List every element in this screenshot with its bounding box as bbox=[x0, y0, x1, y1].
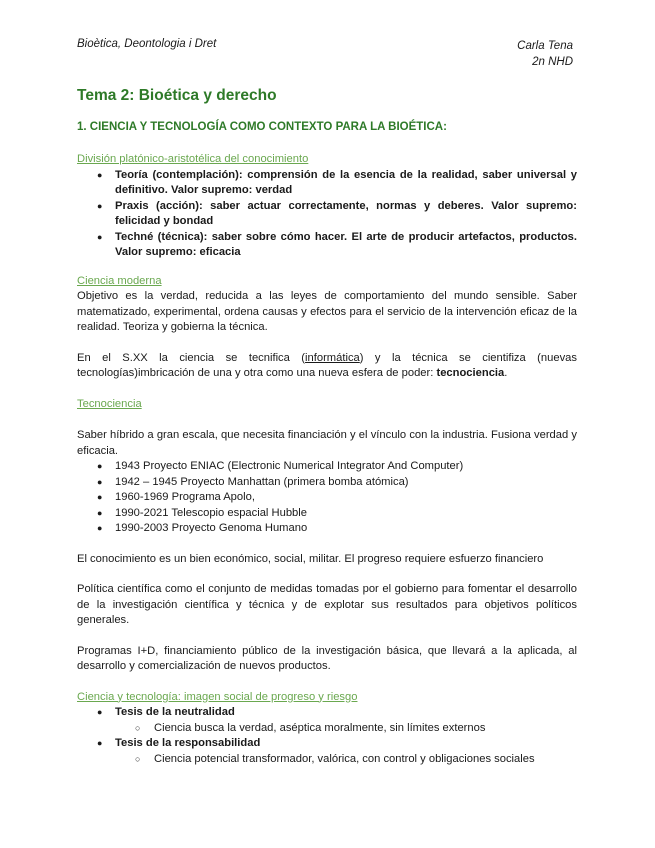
informatica-link[interactable]: informática bbox=[305, 351, 360, 364]
header-author bbox=[517, 38, 573, 70]
header-author-group: 2n NHD bbox=[532, 56, 573, 68]
tesis-list bbox=[77, 705, 577, 767]
sub-list-item: ○ Ciencia potencial transformador, valórica, con control y obligaciones sociales bbox=[77, 752, 577, 768]
list-item: ● Tesis de la responsabilidad bbox=[77, 736, 577, 752]
header-author-name: Carla Tena bbox=[517, 40, 573, 52]
paragraph: En el S.XX la ciencia se tecnifica (informática) y la técnica se cientifiza (nuevas tecnologías)imbricación de una y otra como una nueva esfera de poder: tecnociencia. bbox=[77, 351, 577, 379]
list-item: ● Tesis de la neutralidad bbox=[77, 705, 577, 721]
keyword-tecnociencia: tecnociencia bbox=[436, 367, 505, 379]
subheading-imagen-social: Ciencia y tecnología: imagen social de progreso y riesgo bbox=[77, 690, 358, 703]
document-body bbox=[77, 86, 577, 767]
list-item: ● Techné (técnica): saber sobre cómo hacer. El arte de producir artefactos, productos. Valor supremo: eficacia bbox=[77, 230, 577, 261]
section-heading: 1. CIENCIA Y TECNOLOGÍA COMO CONTEXTO PARA LA BIOÉTICA: bbox=[77, 121, 447, 133]
paragraph: Objetivo es la verdad, reducida a las leyes de comportamiento del mundo sensible. Saber matematizado, experimental, ordena causas y efectos para el servicio de la intervención eficaz de la realidad. Teoriza y gobierna la técnica. bbox=[77, 290, 577, 333]
paragraph: El conocimiento es un bien económico, social, militar. El progreso requiere esfuerzo financiero bbox=[77, 552, 544, 565]
header-course: Bioètica, Deontologia i Dret bbox=[77, 38, 217, 50]
list-item: ● 1943 Proyecto ENIAC (Electronic Numerical Integrator And Computer) bbox=[77, 459, 577, 475]
subheading-ciencia-moderna: Ciencia moderna bbox=[77, 274, 162, 287]
subheading-tecnociencia: Tecnociencia bbox=[77, 397, 142, 410]
list-item: ● Praxis (acción): saber actuar correctamente, normas y deberes. Valor supremo: felicidad y bondad bbox=[77, 199, 577, 230]
projects-list bbox=[77, 459, 577, 537]
paragraph: Política científica como el conjunto de medidas tomadas por el gobierno para fomentar el desarrollo de la investigación científica y técnica y de explotar sus resultados para objetivos políticos generales. bbox=[77, 583, 577, 626]
paragraph: Programas I+D, financiamiento público de la investigación básica, que llevará a la aplicada, al desarrollo y comercialización de nuevos productos. bbox=[77, 644, 577, 672]
list-item: ● 1960-1969 Programa Apolo, bbox=[77, 490, 577, 506]
list-item: ● Teoría (contemplación): comprensión de la esencia de la realidad, saber universal y definitivo. Valor supremo: verdad bbox=[77, 168, 577, 199]
paragraph: Saber híbrido a gran escala, que necesita financiación y el vínculo con la industria. Fusiona verdad y eficacia. bbox=[77, 429, 577, 457]
list-item: ● 1942 – 1945 Proyecto Manhattan (primera bomba atómica) bbox=[77, 475, 577, 491]
list-item: ● 1990-2021 Telescopio espacial Hubble bbox=[77, 506, 577, 522]
sub-list-item: ○ Ciencia busca la verdad, aséptica moralmente, sin límites externos bbox=[77, 721, 577, 737]
list-item: ● 1990-2003 Proyecto Genoma Humano bbox=[77, 521, 577, 537]
division-list bbox=[77, 168, 577, 261]
subheading-division: División platónico-aristotélica del conocimiento bbox=[77, 153, 309, 165]
page-title: Tema 2: Bioética y derecho bbox=[77, 87, 277, 104]
